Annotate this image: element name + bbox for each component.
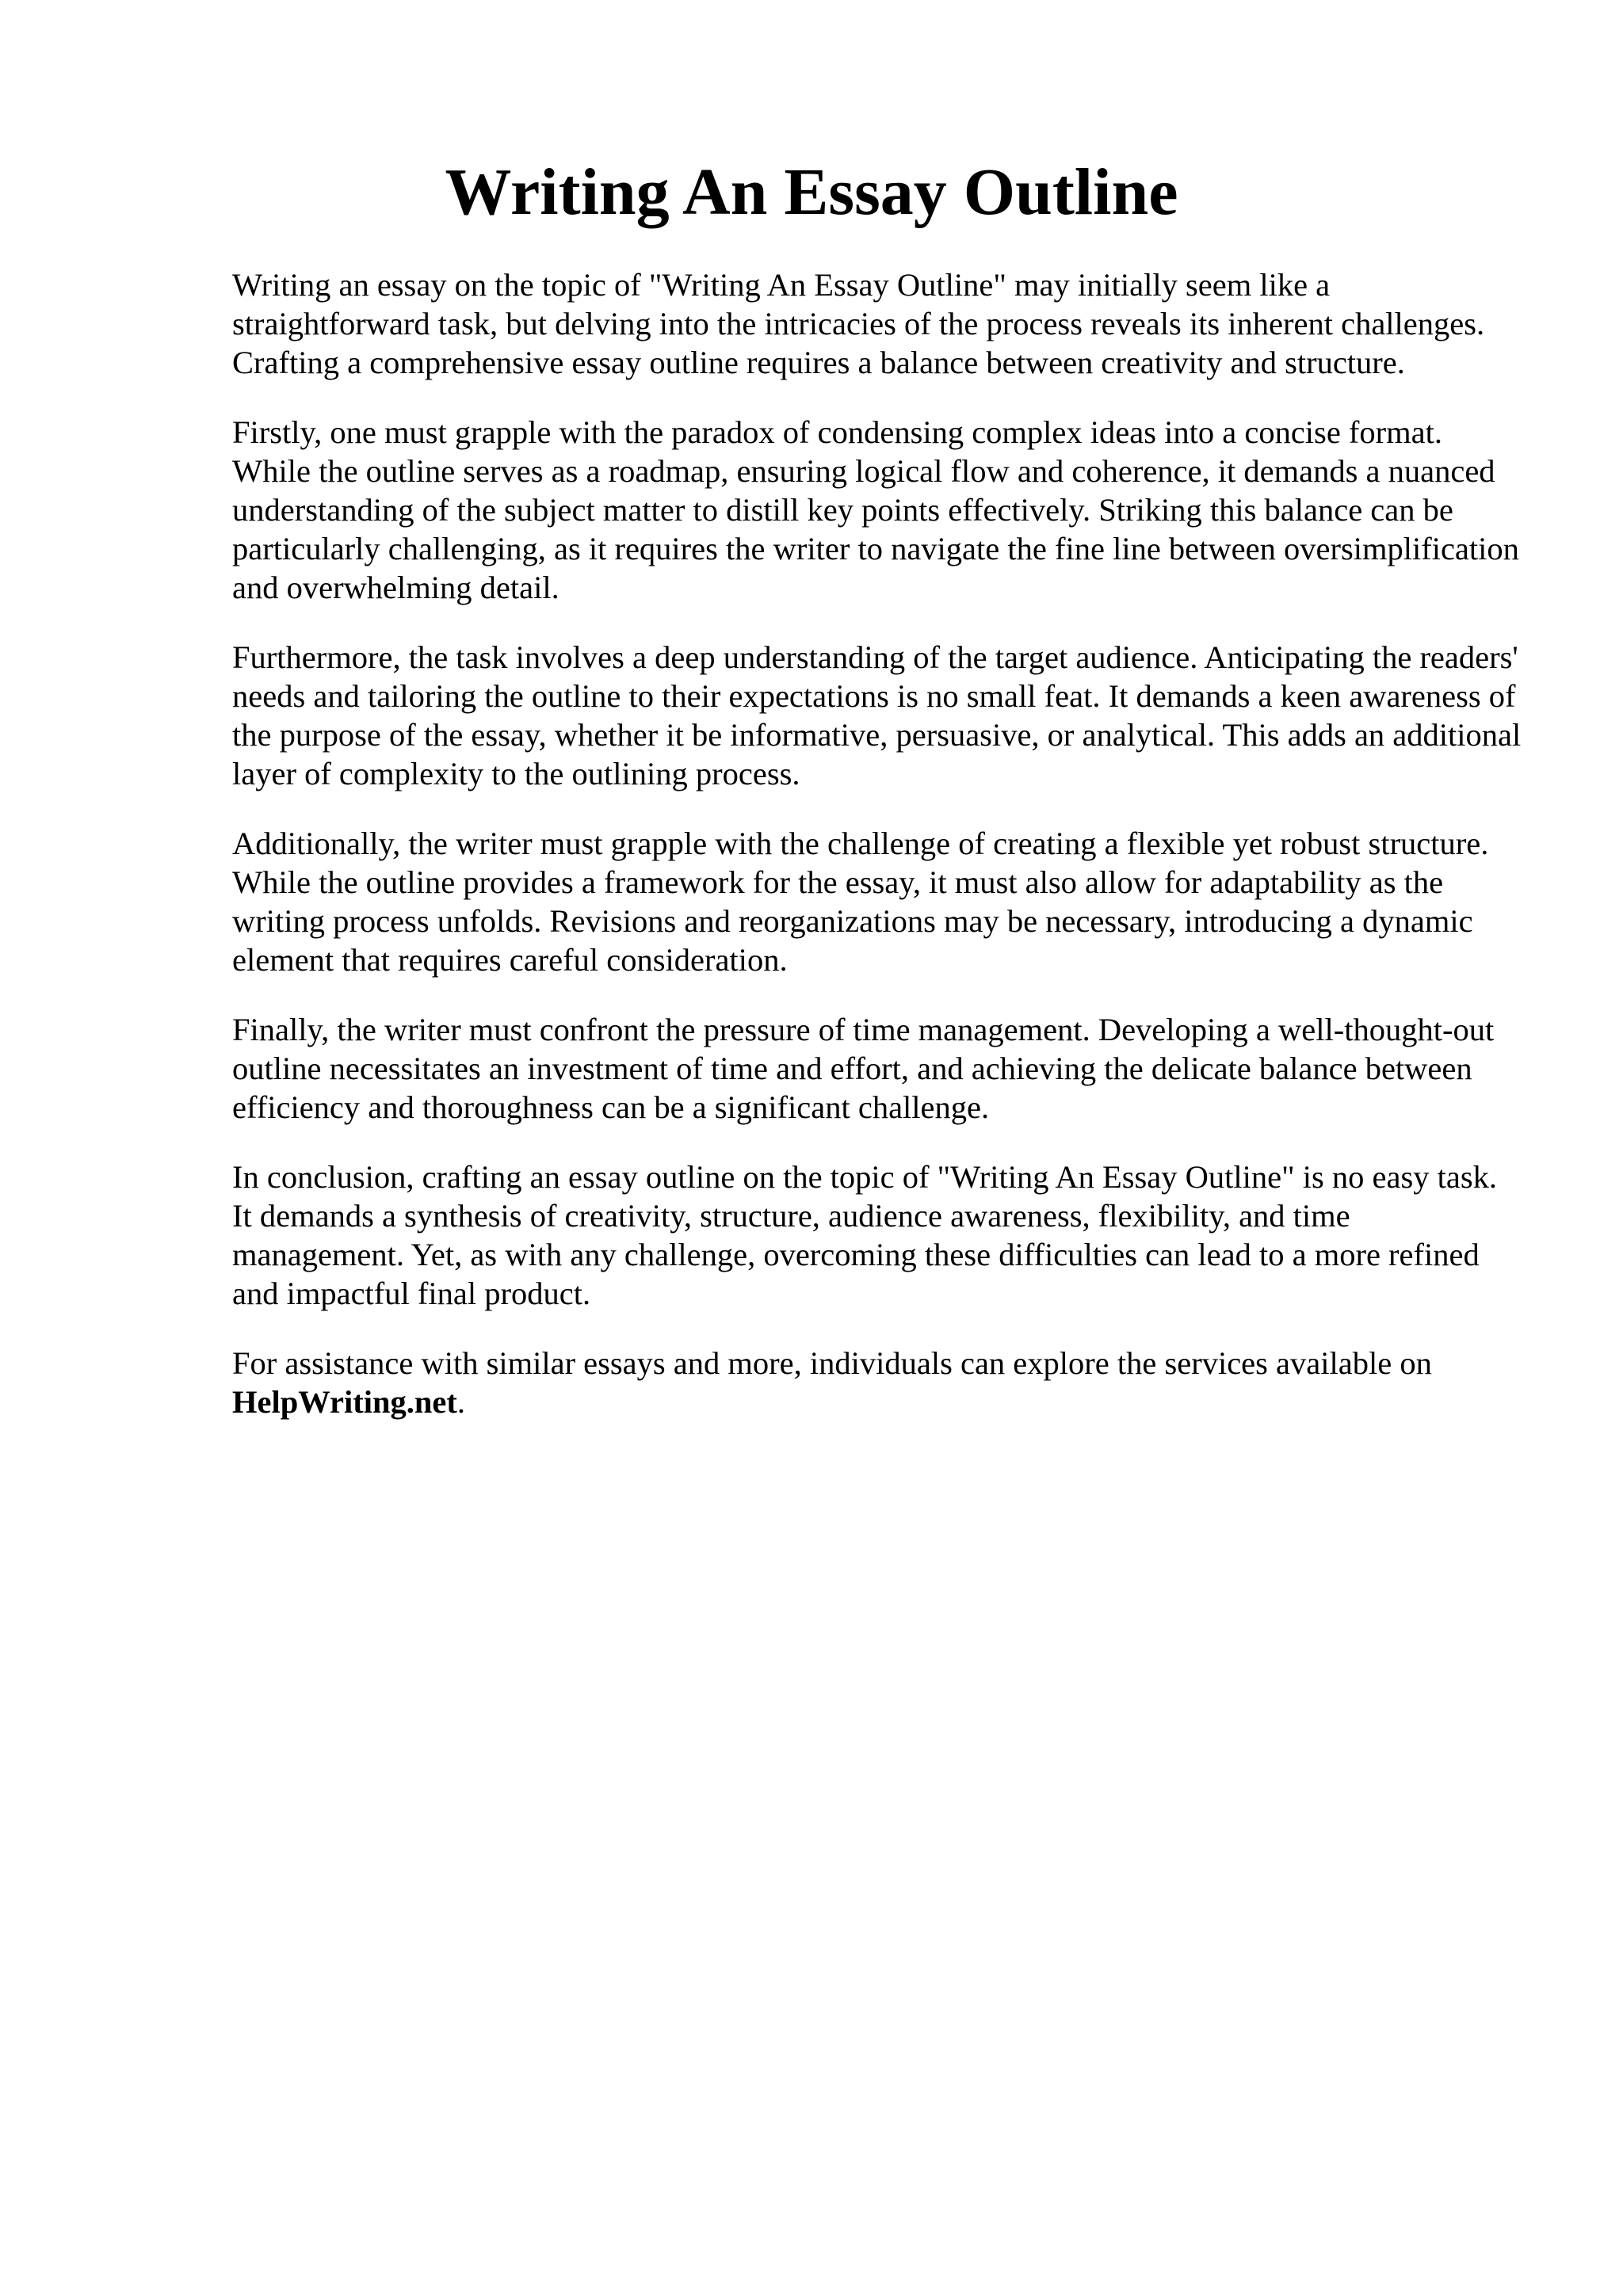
paragraph-3: Furthermore, the task involves a deep understanding of the target audience. Anticipating the readers' needs and tailoring the outline to their expectations is no small feat. It demands a keen awareness of the purpose of the essay, whether it be informative, persuasive, or analytical. This adds an additional layer of complexity to the outlining process. xyxy=(232,639,1522,791)
paragraph-6: In conclusion, crafting an essay outline on the topic of "Writing An Essay Outline" is no easy task. It demands a synthesis of creativity, structure, audience awareness, flexibility, and time management. Yet, as with any challenge, overcoming these difficulties can lead to a more refined and impactful final product. xyxy=(232,1159,1497,1311)
paragraph-4: Additionally, the writer must grapple with the challenge of creating a flexible yet robust structure. While the outline provides a framework for the essay, it must also allow for adaptability as the writing process unfolds. Revisions and reorganizations may be necessary, introducing a dynamic element that requires careful consideration. xyxy=(232,826,1489,978)
paragraph-5: Finally, the writer must confront the pressure of time management. Developing a well-thought-out outline necessitates an investment of time and effort, and achieving the delicate balance between efficiency and thoroughness can be a significant challenge. xyxy=(232,1012,1495,1125)
closing-period: . xyxy=(456,1384,466,1420)
document-title: Writing An Essay Outline xyxy=(445,155,1178,229)
paragraph-1: Writing an essay on the topic of "Writing An Essay Outline" may initially seem like a straightforward task, but delving into the intricacies of the process reveals its inherent challenges. Crafting a comprehensive essay outline requires a balance between creativity and structure. xyxy=(232,267,1485,380)
document-body xyxy=(232,265,1524,1452)
site-name: HelpWriting.net xyxy=(232,1384,457,1420)
closing-paragraph xyxy=(232,1344,1524,1421)
paragraph-2: Firstly, one must grapple with the paradox of condensing complex ideas into a concise format. While the outline serves as a roadmap, ensuring logical flow and coherence, it demands a nuanced understanding of the subject matter to distill key points effectively. Striking this balance can be particularly challenging, as it requires the writer to navigate the fine line between oversimplification and overwhelming detail. xyxy=(232,414,1519,605)
closing-text: For assistance with similar essays and more, individuals can explore the services available on xyxy=(232,1345,1432,1381)
